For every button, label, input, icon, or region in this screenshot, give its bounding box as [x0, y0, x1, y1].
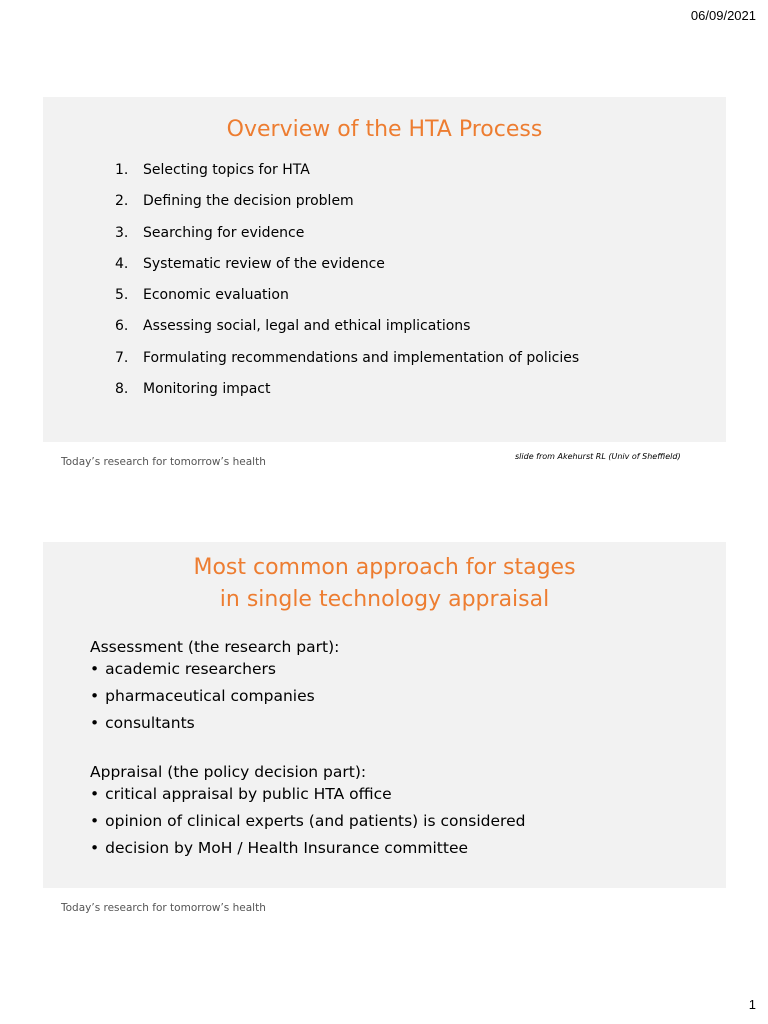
slide-hta-overview [43, 97, 726, 442]
list-item [115, 318, 726, 349]
list-item [115, 350, 726, 381]
list-item [115, 287, 726, 318]
appraisal-list [43, 781, 726, 862]
step-number: 6. [115, 318, 129, 335]
list-item: • pharmaceutical companies [90, 683, 726, 710]
slide-credit: slide from Akehurst RL (Univ of Sheffield) [515, 452, 681, 461]
slide-title-line2: in single technology appraisal [219, 587, 550, 612]
step-number: 1. [115, 162, 129, 178]
list-item: • opinion of clinical experts (and patients) is considered [90, 808, 726, 835]
step-text: Assessing social, legal and ethical implications [143, 318, 471, 335]
step-number: 8. [115, 381, 129, 398]
list-item: • academic researchers [90, 656, 726, 683]
assessment-list [43, 656, 726, 737]
list-item [115, 162, 726, 193]
list-item [115, 193, 726, 224]
step-number: 7. [115, 349, 129, 366]
step-number: 5. [115, 287, 129, 304]
step-text: Selecting topics for HTA [143, 162, 310, 178]
step-text: Monitoring impact [143, 381, 271, 398]
list-item: • consultants [90, 710, 726, 737]
steps-list [43, 162, 726, 412]
slide-title: Overview of the HTA Process [226, 117, 543, 142]
step-text: Formulating recommendations and implementation of policies [143, 349, 580, 366]
step-text: Searching for evidence [143, 224, 305, 241]
step-text: Economic evaluation [143, 287, 289, 304]
slide-title-line1: Most common approach for stages [193, 555, 576, 580]
list-item: • decision by MoH / Health Insurance committee [90, 835, 726, 862]
slide-footer: Today’s research for tomorrow’s health [61, 456, 266, 468]
step-number: 2. [115, 193, 129, 210]
page-date: 06/09/2021 [690, 8, 756, 23]
slide-title [43, 542, 726, 616]
page-number: 1 [748, 997, 756, 1012]
step-text: Systematic review of the evidence [143, 255, 385, 272]
list-item [115, 225, 726, 256]
step-text: Defining the decision problem [143, 193, 354, 210]
list-item: • critical appraisal by public HTA office [90, 781, 726, 808]
list-item [115, 256, 726, 287]
slide-footer: Today’s research for tomorrow’s health [61, 902, 266, 914]
slide-single-technology-appraisal [43, 542, 726, 888]
appraisal-label: Appraisal (the policy decision part): [90, 763, 367, 781]
step-number: 4. [115, 255, 129, 272]
step-number: 3. [115, 224, 129, 241]
assessment-label: Assessment (the research part): [90, 638, 340, 656]
list-item [115, 381, 726, 412]
